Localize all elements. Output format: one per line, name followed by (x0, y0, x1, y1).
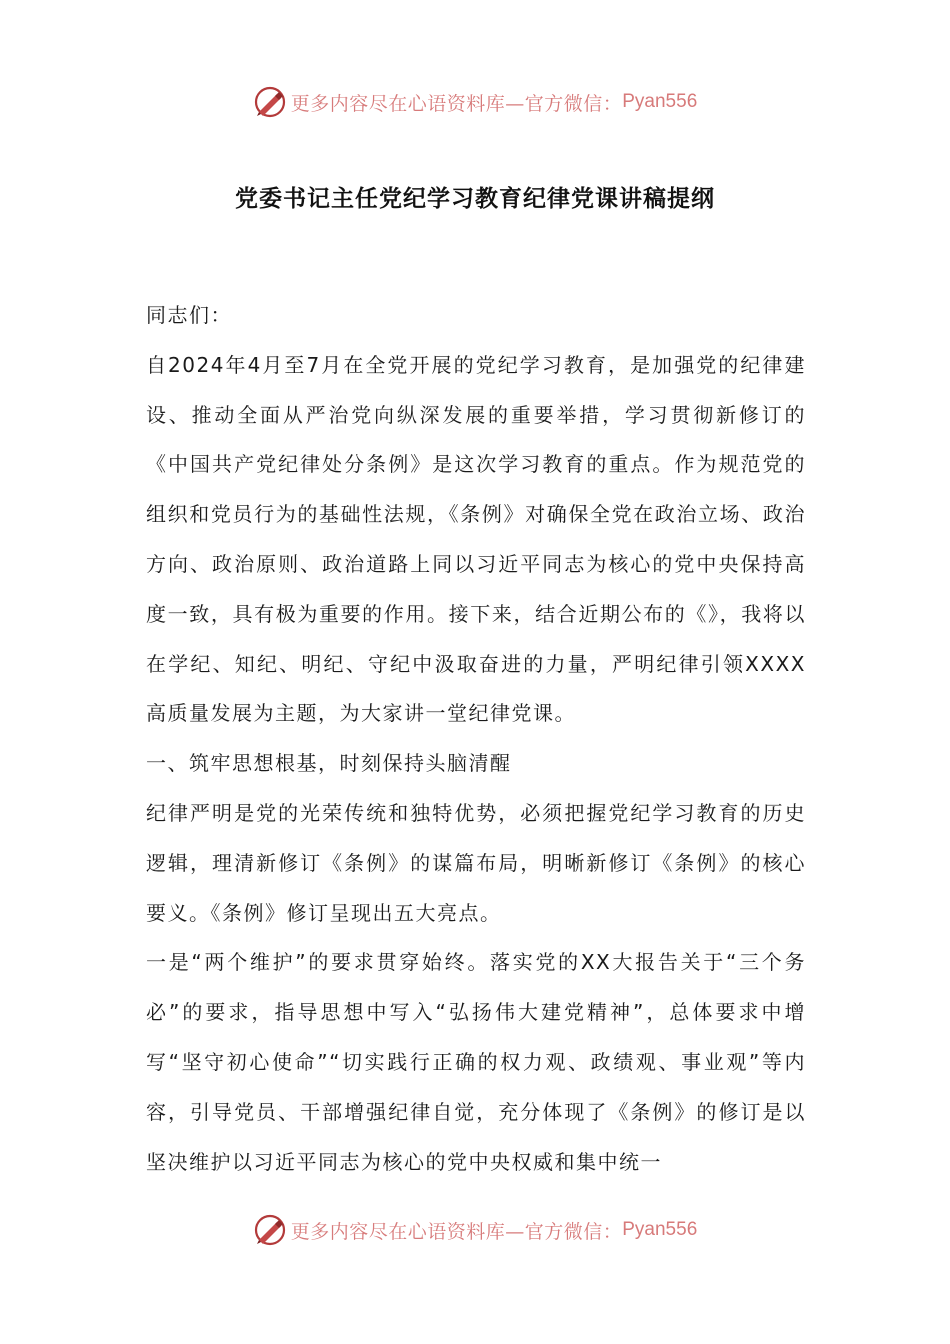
watermark-footer (0, 1210, 950, 1250)
pen-logo-icon (253, 1213, 287, 1247)
watermark-text: 更多内容尽在心语资料库—官方微信： (290, 1220, 623, 1243)
pen-logo-icon (253, 85, 287, 119)
watermark-wechat-id: Pyan556 (622, 1219, 698, 1240)
paragraph-point-1: 一是“两个维护”的要求贯穿始终。落实党的XX大报告关于“三个务必”的要求，指导思想中写入“弘扬伟大建党精神”，总体要求中增写“坚守初心使命”“切实践行正确的权力观、政绩观、事业观”等内容，引导党员、干部增强纪律自觉，充分体现了《条例》的修订是以坚决维护以习近平同志为核心的党中央权威和集中统一 (146, 950, 806, 1174)
watermark-text: 更多内容尽在心语资料库—官方微信： (290, 92, 623, 115)
document-body (146, 291, 806, 1187)
section-heading-1: 一、筑牢思想根基，时刻保持头脑清醒 (146, 751, 512, 776)
salutation: 同志们： (146, 303, 232, 327)
watermark-wechat-id: Pyan556 (622, 91, 698, 112)
document-title: 党委书记主任党纪学习教育纪律党课讲稿提纲 (235, 186, 715, 212)
paragraph-intro: 自2024年4月至7月在全党开展的党纪学习教育，是加强党的纪律建设、推动全面从严治党向纵深发展的重要举措，学习贯彻新修订的《中国共产党纪律处分条例》是这次学习教育的重点。作为规范党的组织和党员行为的基础性法规，《条例》对确保全党在政治立场、政治方向、政治原则、政治道路上同以习近平同志为核心的党中央保持高度一致，具有极为重要的作用。接下来，结合近期公布的《》，我将以在学纪、知纪、明纪、守纪中汲取奋进的力量，严明纪律引领XXXX高质量发展为主题，为大家讲一堂纪律党课。 (146, 352, 806, 726)
watermark-header (0, 82, 950, 122)
paragraph-section-1: 纪律严明是党的光荣传统和独特优势，必须把握党纪学习教育的历史逻辑，理清新修订《条例》的谋篇布局，明晰新修订《条例》的核心要义。《条例》修订呈现出五大亮点。 (146, 800, 806, 925)
